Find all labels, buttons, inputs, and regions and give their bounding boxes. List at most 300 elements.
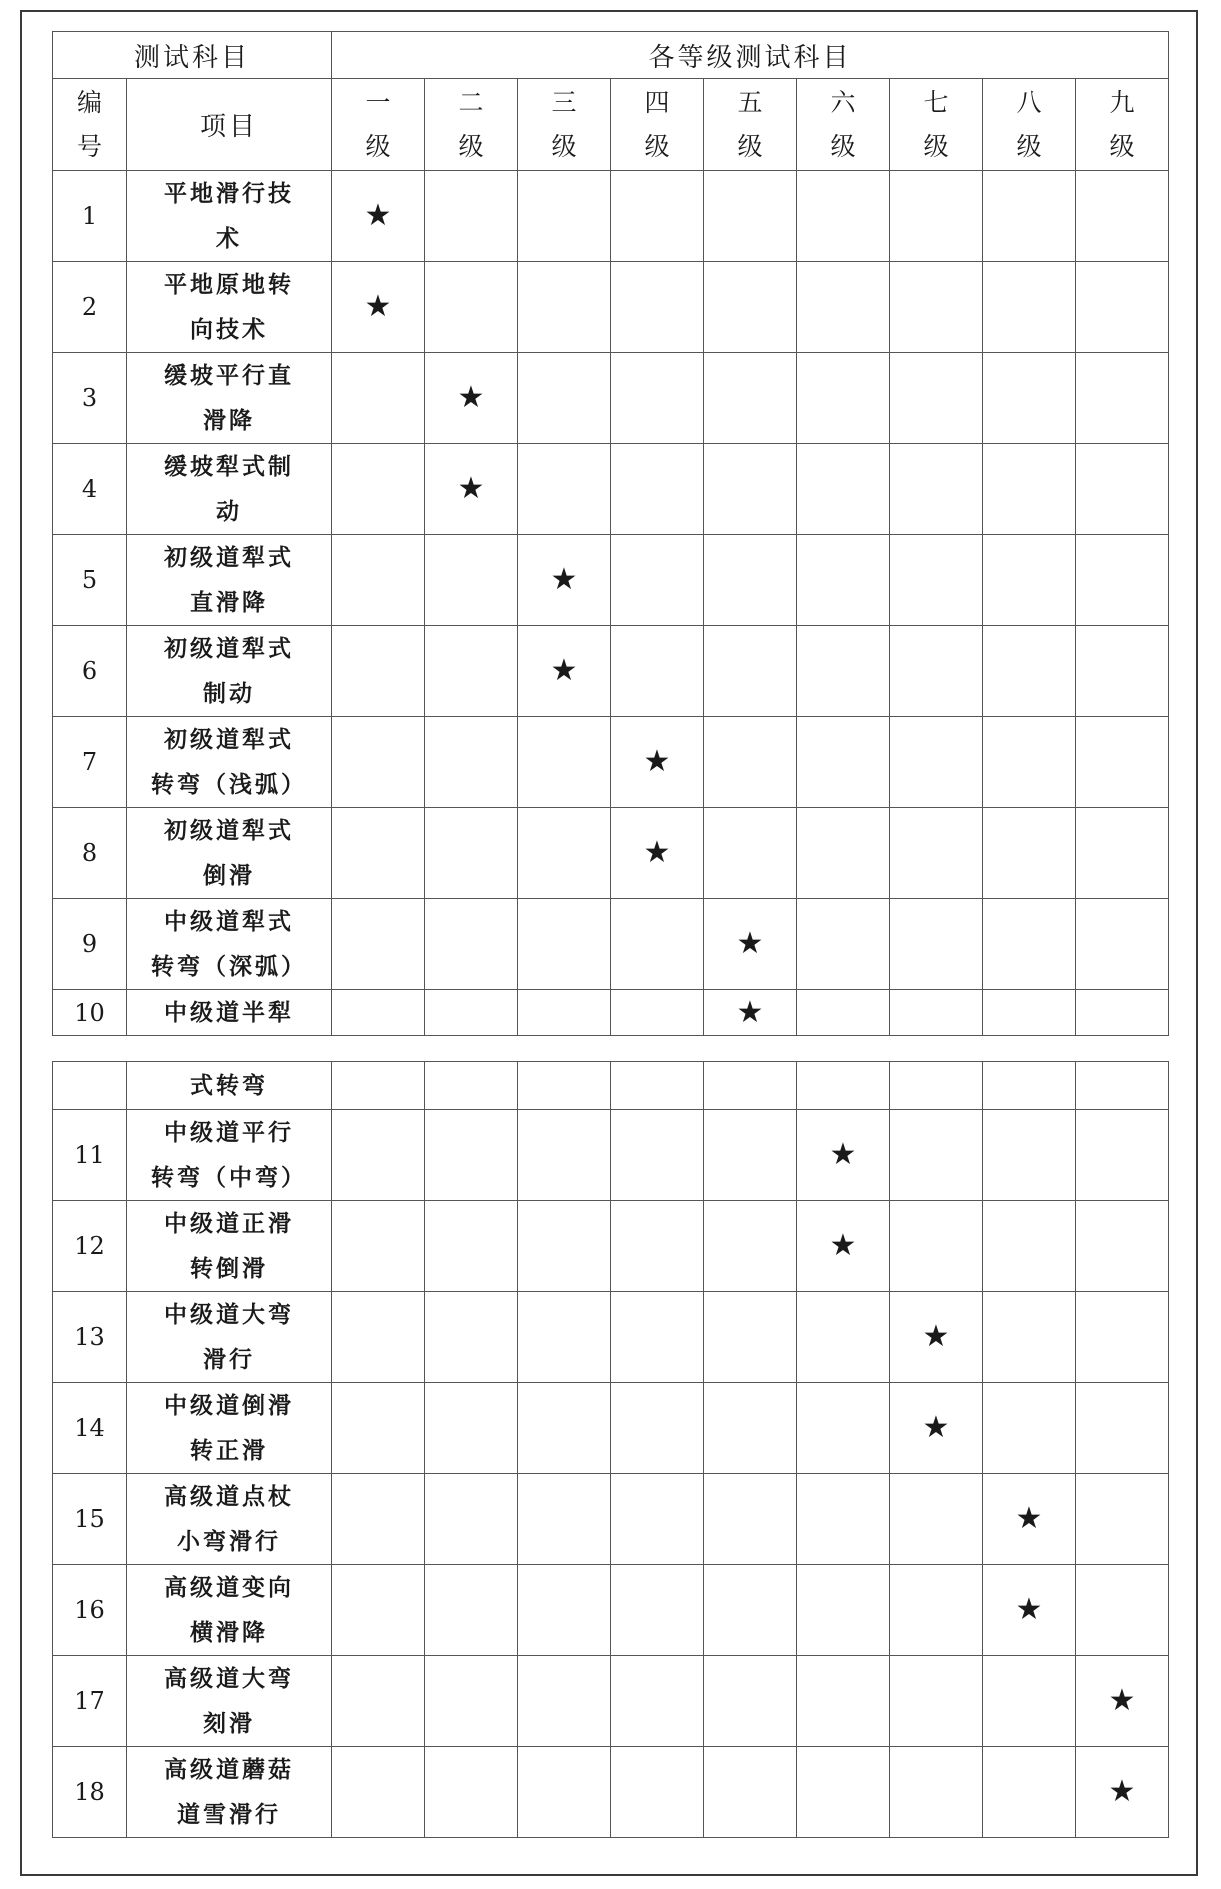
star-icon: ★ bbox=[1108, 1683, 1136, 1718]
level-6-cell bbox=[797, 1474, 890, 1565]
level-7-cell bbox=[890, 1656, 983, 1747]
table-row bbox=[53, 1656, 1169, 1747]
level-8-cell bbox=[983, 1383, 1076, 1474]
level-3-cell bbox=[518, 353, 611, 444]
item-name-line: 初级道犁式 bbox=[164, 726, 294, 753]
level-1-cell bbox=[332, 626, 425, 717]
level-header-line: 级 bbox=[923, 131, 949, 161]
level-1-cell bbox=[332, 171, 425, 262]
level-6-cell bbox=[797, 444, 890, 535]
level-4-cell bbox=[611, 1110, 704, 1201]
row-number: 10 bbox=[53, 990, 127, 1036]
level-6-cell bbox=[797, 1656, 890, 1747]
level-3-cell bbox=[518, 808, 611, 899]
level-4-cell bbox=[611, 808, 704, 899]
table-row bbox=[53, 1747, 1169, 1838]
level-7-cell bbox=[890, 1565, 983, 1656]
level-6-cell bbox=[797, 1110, 890, 1201]
table-row bbox=[53, 444, 1169, 535]
level-3-cell bbox=[518, 1656, 611, 1747]
item-name-line: 初级道犁式 bbox=[164, 817, 294, 844]
level-1-cell bbox=[332, 899, 425, 990]
level-9-cell bbox=[1076, 990, 1169, 1036]
row-item-name bbox=[127, 1474, 332, 1565]
star-icon: ★ bbox=[643, 744, 671, 779]
level-header-line: 级 bbox=[644, 131, 670, 161]
star-icon: ★ bbox=[1015, 1592, 1043, 1627]
level-3-cell bbox=[518, 626, 611, 717]
level-4-cell bbox=[611, 1474, 704, 1565]
star-icon: ★ bbox=[643, 835, 671, 870]
level-6-cell bbox=[797, 899, 890, 990]
row-number: 9 bbox=[53, 899, 127, 990]
level-3-cell bbox=[518, 171, 611, 262]
level-8-cell bbox=[983, 1656, 1076, 1747]
row-number bbox=[53, 1062, 127, 1110]
level-8-cell bbox=[983, 1110, 1076, 1201]
level-5-cell bbox=[704, 262, 797, 353]
level-6-cell bbox=[797, 353, 890, 444]
level-3-cell bbox=[518, 1474, 611, 1565]
level-3-cell bbox=[518, 1110, 611, 1201]
level-4-cell bbox=[611, 1383, 704, 1474]
grading-table-top bbox=[52, 31, 1169, 1036]
level-6-cell bbox=[797, 1292, 890, 1383]
level-1-header bbox=[332, 79, 425, 171]
level-2-cell bbox=[425, 1292, 518, 1383]
level-4-cell bbox=[611, 1747, 704, 1838]
item-name-line: 中级道半犁 bbox=[164, 999, 294, 1026]
star-icon: ★ bbox=[829, 1228, 857, 1263]
row-item-name bbox=[127, 535, 332, 626]
level-5-cell bbox=[704, 990, 797, 1036]
level-2-cell bbox=[425, 1474, 518, 1565]
level-8-cell bbox=[983, 808, 1076, 899]
level-5-cell bbox=[704, 1565, 797, 1656]
level-7-cell bbox=[890, 262, 983, 353]
level-1-cell bbox=[332, 535, 425, 626]
item-name-line: 小弯滑行 bbox=[177, 1528, 281, 1555]
level-9-cell bbox=[1076, 808, 1169, 899]
row-number: 8 bbox=[53, 808, 127, 899]
level-4-cell bbox=[611, 353, 704, 444]
item-name-line: 横滑降 bbox=[190, 1619, 268, 1646]
level-2-cell bbox=[425, 1747, 518, 1838]
row-number: 13 bbox=[53, 1292, 127, 1383]
level-5-cell bbox=[704, 1383, 797, 1474]
level-7-cell bbox=[890, 1747, 983, 1838]
level-7-cell bbox=[890, 444, 983, 535]
level-5-cell bbox=[704, 899, 797, 990]
level-6-cell bbox=[797, 535, 890, 626]
level-8-cell bbox=[983, 171, 1076, 262]
row-number: 3 bbox=[53, 353, 127, 444]
star-icon: ★ bbox=[364, 198, 392, 233]
level-3-cell bbox=[518, 1062, 611, 1110]
item-name-line: 道雪滑行 bbox=[177, 1801, 281, 1828]
level-header-line: 级 bbox=[458, 131, 484, 161]
level-3-cell bbox=[518, 990, 611, 1036]
level-2-cell bbox=[425, 1383, 518, 1474]
row-number: 5 bbox=[53, 535, 127, 626]
item-name-line: 高级道蘑菇 bbox=[164, 1756, 294, 1783]
item-name-line: 刻滑 bbox=[203, 1710, 255, 1737]
level-1-cell bbox=[332, 1383, 425, 1474]
level-8-cell bbox=[983, 1474, 1076, 1565]
level-7-cell bbox=[890, 1110, 983, 1201]
level-1-cell bbox=[332, 262, 425, 353]
level-9-cell bbox=[1076, 1062, 1169, 1110]
level-9-cell bbox=[1076, 171, 1169, 262]
item-name-line: 向技术 bbox=[190, 316, 268, 343]
level-7-cell bbox=[890, 535, 983, 626]
level-header-line: 六 bbox=[830, 87, 856, 117]
level-2-cell bbox=[425, 262, 518, 353]
row-number: 17 bbox=[53, 1656, 127, 1747]
row-item-name bbox=[127, 262, 332, 353]
level-4-cell bbox=[611, 1292, 704, 1383]
level-2-cell bbox=[425, 444, 518, 535]
level-4-cell bbox=[611, 1201, 704, 1292]
level-7-cell bbox=[890, 1062, 983, 1110]
level-header-line: 级 bbox=[551, 131, 577, 161]
item-name-line: 初级道犁式 bbox=[164, 635, 294, 662]
level-9-cell bbox=[1076, 353, 1169, 444]
table-row bbox=[53, 262, 1169, 353]
level-9-cell bbox=[1076, 899, 1169, 990]
level-8-cell bbox=[983, 626, 1076, 717]
level-6-cell bbox=[797, 262, 890, 353]
level-6-header bbox=[797, 79, 890, 171]
level-3-cell bbox=[518, 717, 611, 808]
level-4-cell bbox=[611, 262, 704, 353]
row-item-name bbox=[127, 626, 332, 717]
star-icon: ★ bbox=[829, 1137, 857, 1172]
item-name-line: 平地原地转 bbox=[164, 271, 294, 298]
level-4-cell bbox=[611, 444, 704, 535]
level-1-cell bbox=[332, 717, 425, 808]
table-row bbox=[53, 1110, 1169, 1201]
level-header-line: 八 bbox=[1016, 87, 1042, 117]
level-3-cell bbox=[518, 1565, 611, 1656]
table-row bbox=[53, 1383, 1169, 1474]
row-item-name bbox=[127, 990, 332, 1036]
level-1-cell bbox=[332, 1292, 425, 1383]
level-9-cell bbox=[1076, 1565, 1169, 1656]
item-name-line: 滑降 bbox=[203, 407, 255, 434]
item-name-line: 平地滑行技 bbox=[164, 180, 294, 207]
row-item-name bbox=[127, 1062, 332, 1110]
level-4-header bbox=[611, 79, 704, 171]
level-header-line: 级 bbox=[1109, 131, 1135, 161]
table-row bbox=[53, 808, 1169, 899]
level-header-line: 级 bbox=[365, 131, 391, 161]
level-7-cell bbox=[890, 171, 983, 262]
level-1-cell bbox=[332, 353, 425, 444]
level-6-cell bbox=[797, 717, 890, 808]
level-3-cell bbox=[518, 1747, 611, 1838]
level-1-cell bbox=[332, 1474, 425, 1565]
item-name-line: 缓坡犁式制 bbox=[164, 453, 294, 480]
level-5-cell bbox=[704, 808, 797, 899]
level-5-cell bbox=[704, 1292, 797, 1383]
item-name-line: 转弯（中弯） bbox=[151, 1164, 307, 1191]
level-6-cell bbox=[797, 1747, 890, 1838]
level-7-cell bbox=[890, 990, 983, 1036]
level-6-cell bbox=[797, 626, 890, 717]
level-6-cell bbox=[797, 1383, 890, 1474]
level-7-cell bbox=[890, 899, 983, 990]
level-4-cell bbox=[611, 626, 704, 717]
table-row bbox=[53, 1292, 1169, 1383]
item-name-line: 转正滑 bbox=[190, 1437, 268, 1464]
table-row bbox=[53, 1474, 1169, 1565]
row-item-name bbox=[127, 1383, 332, 1474]
level-9-cell bbox=[1076, 1747, 1169, 1838]
row-number: 6 bbox=[53, 626, 127, 717]
level-1-cell bbox=[332, 1062, 425, 1110]
row-item-name bbox=[127, 899, 332, 990]
level-3-cell bbox=[518, 1383, 611, 1474]
star-icon: ★ bbox=[457, 471, 485, 506]
item-name-line: 转弯（浅弧） bbox=[151, 771, 307, 798]
level-9-cell bbox=[1076, 535, 1169, 626]
level-5-cell bbox=[704, 1656, 797, 1747]
row-number: 2 bbox=[53, 262, 127, 353]
level-8-cell bbox=[983, 444, 1076, 535]
row-item-name bbox=[127, 1110, 332, 1201]
level-8-cell bbox=[983, 1201, 1076, 1292]
level-1-cell bbox=[332, 1110, 425, 1201]
level-9-cell bbox=[1076, 1474, 1169, 1565]
level-3-cell bbox=[518, 535, 611, 626]
level-2-cell bbox=[425, 717, 518, 808]
row-item-name bbox=[127, 1565, 332, 1656]
level-8-cell bbox=[983, 899, 1076, 990]
level-4-cell bbox=[611, 1656, 704, 1747]
item-name-line: 中级道正滑 bbox=[164, 1210, 294, 1237]
level-8-cell bbox=[983, 990, 1076, 1036]
table-row bbox=[53, 717, 1169, 808]
level-2-cell bbox=[425, 990, 518, 1036]
level-6-cell bbox=[797, 1201, 890, 1292]
row-number: 16 bbox=[53, 1565, 127, 1656]
level-6-cell bbox=[797, 1565, 890, 1656]
level-1-cell bbox=[332, 1565, 425, 1656]
row-number: 1 bbox=[53, 171, 127, 262]
item-name-line: 缓坡平行直 bbox=[164, 362, 294, 389]
level-7-cell bbox=[890, 1201, 983, 1292]
star-icon: ★ bbox=[1108, 1774, 1136, 1809]
level-8-cell bbox=[983, 1062, 1076, 1110]
level-5-cell bbox=[704, 1062, 797, 1110]
item-name-line: 初级道犁式 bbox=[164, 544, 294, 571]
level-4-cell bbox=[611, 1062, 704, 1110]
star-icon: ★ bbox=[736, 926, 764, 961]
level-header-line: 五 bbox=[737, 87, 763, 117]
level-9-cell bbox=[1076, 262, 1169, 353]
level-5-cell bbox=[704, 626, 797, 717]
item-name-line: 高级道点杖 bbox=[164, 1483, 294, 1510]
level-5-cell bbox=[704, 171, 797, 262]
level-2-cell bbox=[425, 626, 518, 717]
row-number: 12 bbox=[53, 1201, 127, 1292]
row-item-name bbox=[127, 353, 332, 444]
level-7-cell bbox=[890, 1292, 983, 1383]
star-icon: ★ bbox=[1015, 1501, 1043, 1536]
level-3-cell bbox=[518, 262, 611, 353]
item-name-line: 中级道倒滑 bbox=[164, 1392, 294, 1419]
level-5-cell bbox=[704, 1110, 797, 1201]
star-icon: ★ bbox=[364, 289, 392, 324]
item-name-line: 高级道大弯 bbox=[164, 1665, 294, 1692]
level-8-cell bbox=[983, 1565, 1076, 1656]
row-number: 15 bbox=[53, 1474, 127, 1565]
table-row bbox=[53, 1201, 1169, 1292]
item-name-line: 直滑降 bbox=[190, 589, 268, 616]
level-3-cell bbox=[518, 899, 611, 990]
level-5-cell bbox=[704, 444, 797, 535]
level-7-cell bbox=[890, 1474, 983, 1565]
level-7-cell bbox=[890, 353, 983, 444]
level-1-cell bbox=[332, 1747, 425, 1838]
level-5-cell bbox=[704, 1474, 797, 1565]
level-8-cell bbox=[983, 353, 1076, 444]
level-8-cell bbox=[983, 1292, 1076, 1383]
row-item-name bbox=[127, 808, 332, 899]
row-number: 7 bbox=[53, 717, 127, 808]
item-name-line: 滑行 bbox=[203, 1346, 255, 1373]
row-item-name bbox=[127, 171, 332, 262]
row-number: 18 bbox=[53, 1747, 127, 1838]
star-icon: ★ bbox=[736, 994, 764, 1030]
level-9-cell bbox=[1076, 1383, 1169, 1474]
level-header-line: 九 bbox=[1109, 87, 1135, 117]
item-name-line: 中级道平行 bbox=[164, 1119, 294, 1146]
level-5-cell bbox=[704, 353, 797, 444]
level-7-header bbox=[890, 79, 983, 171]
table-row bbox=[53, 353, 1169, 444]
row-item-name bbox=[127, 1201, 332, 1292]
level-4-cell bbox=[611, 1565, 704, 1656]
level-1-cell bbox=[332, 1201, 425, 1292]
level-2-cell bbox=[425, 899, 518, 990]
level-3-cell bbox=[518, 1201, 611, 1292]
item-name-line: 中级道犁式 bbox=[164, 908, 294, 935]
star-icon: ★ bbox=[550, 653, 578, 688]
item-name-line: 倒滑 bbox=[203, 862, 255, 889]
level-4-cell bbox=[611, 899, 704, 990]
level-9-cell bbox=[1076, 1110, 1169, 1201]
level-1-cell bbox=[332, 808, 425, 899]
row-item-name bbox=[127, 1747, 332, 1838]
table-row bbox=[53, 1062, 1169, 1110]
level-header-line: 一 bbox=[365, 87, 391, 117]
level-2-cell bbox=[425, 1656, 518, 1747]
level-7-cell bbox=[890, 808, 983, 899]
item-name-line: 转弯（深弧） bbox=[151, 953, 307, 980]
level-header-line: 级 bbox=[830, 131, 856, 161]
row-item-name bbox=[127, 717, 332, 808]
level-8-cell bbox=[983, 262, 1076, 353]
level-7-cell bbox=[890, 626, 983, 717]
level-9-cell bbox=[1076, 1201, 1169, 1292]
item-name-line: 制动 bbox=[203, 680, 255, 707]
level-9-cell bbox=[1076, 1656, 1169, 1747]
row-number: 14 bbox=[53, 1383, 127, 1474]
level-5-cell bbox=[704, 717, 797, 808]
item-name-line: 中级道大弯 bbox=[164, 1301, 294, 1328]
level-2-cell bbox=[425, 171, 518, 262]
level-5-cell bbox=[704, 1201, 797, 1292]
level-1-cell bbox=[332, 1656, 425, 1747]
level-3-cell bbox=[518, 1292, 611, 1383]
number-column-header bbox=[53, 79, 127, 171]
star-icon: ★ bbox=[550, 562, 578, 597]
level-6-cell bbox=[797, 171, 890, 262]
item-name-line: 动 bbox=[216, 498, 242, 525]
level-7-cell bbox=[890, 717, 983, 808]
table-row bbox=[53, 1565, 1169, 1656]
row-item-name bbox=[127, 1656, 332, 1747]
item-name-line: 式转弯 bbox=[190, 1072, 268, 1099]
level-8-cell bbox=[983, 535, 1076, 626]
level-5-cell bbox=[704, 1747, 797, 1838]
level-6-cell bbox=[797, 990, 890, 1036]
level-header-line: 七 bbox=[923, 87, 949, 117]
level-8-cell bbox=[983, 1747, 1076, 1838]
table-row bbox=[53, 535, 1169, 626]
table-row bbox=[53, 899, 1169, 990]
row-number: 4 bbox=[53, 444, 127, 535]
level-9-cell bbox=[1076, 444, 1169, 535]
level-8-header bbox=[983, 79, 1076, 171]
level-1-cell bbox=[332, 990, 425, 1036]
level-2-cell bbox=[425, 1062, 518, 1110]
star-icon: ★ bbox=[922, 1319, 950, 1354]
row-item-name bbox=[127, 444, 332, 535]
row-number: 11 bbox=[53, 1110, 127, 1201]
table-row bbox=[53, 626, 1169, 717]
level-7-cell bbox=[890, 1383, 983, 1474]
item-column-header: 项目 bbox=[127, 79, 332, 171]
star-icon: ★ bbox=[922, 1410, 950, 1445]
level-header-line: 三 bbox=[551, 87, 577, 117]
table-row bbox=[53, 171, 1169, 262]
level-header-line: 二 bbox=[458, 87, 484, 117]
level-3-header bbox=[518, 79, 611, 171]
level-6-cell bbox=[797, 808, 890, 899]
level-4-cell bbox=[611, 171, 704, 262]
level-2-cell bbox=[425, 353, 518, 444]
star-icon: ★ bbox=[457, 380, 485, 415]
level-3-cell bbox=[518, 444, 611, 535]
level-4-cell bbox=[611, 717, 704, 808]
level-header-line: 级 bbox=[1016, 131, 1042, 161]
levels-title-header: 各等级测试科目 bbox=[332, 32, 1169, 79]
row-item-name bbox=[127, 1292, 332, 1383]
item-name-line: 高级道变向 bbox=[164, 1574, 294, 1601]
header-row-2 bbox=[53, 79, 1169, 171]
level-6-cell bbox=[797, 1062, 890, 1110]
level-2-cell bbox=[425, 535, 518, 626]
level-9-cell bbox=[1076, 1292, 1169, 1383]
level-9-cell bbox=[1076, 626, 1169, 717]
item-name-line: 转倒滑 bbox=[190, 1255, 268, 1282]
level-4-cell bbox=[611, 990, 704, 1036]
item-name-line: 术 bbox=[216, 225, 242, 252]
level-2-cell bbox=[425, 1110, 518, 1201]
